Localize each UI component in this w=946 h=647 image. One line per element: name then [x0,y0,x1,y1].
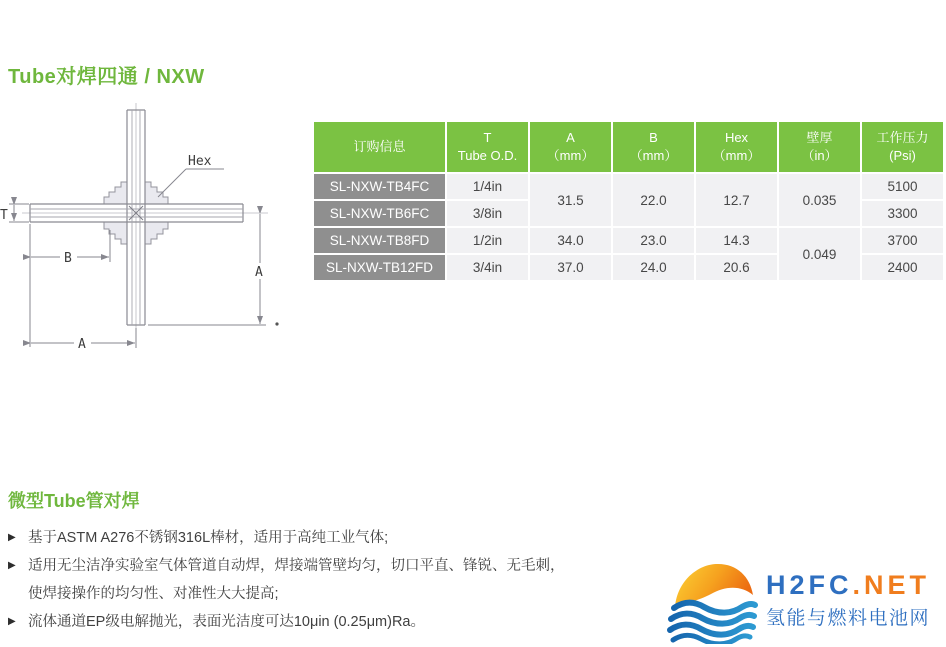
h2fc-logo [666,556,930,644]
col-header-tube-od: T Tube O.D. [447,122,528,172]
dim-label-t: T [0,208,8,223]
hex-cell: 12.7 [696,174,777,226]
feature-text: 适用无尘洁净实验室气体管道自动焊，焊接端管壁均匀，切口平直、锋锐、无毛刺，使焊接操作的均匀性、对准性大大提高; [28,558,565,602]
tube-od-cell: 1/2in [447,228,528,253]
table-row [314,174,943,199]
tube-outlines [30,110,243,325]
dim-label-b: B [64,251,72,266]
pressure-cell: 5100 [862,174,943,199]
list-item [8,608,568,636]
model-cell: SL-NXW-TB6FC [314,201,445,226]
dim-label-hex: Hex [188,154,212,169]
hex-cell: 20.6 [696,255,777,280]
pressure-cell: 2400 [862,255,943,280]
dim-A-side [148,214,266,325]
b-cell: 24.0 [613,255,694,280]
tube-od-cell: 1/4in [447,174,528,199]
feature-list [8,524,568,636]
bullet-icon: ▶ [8,532,16,543]
pressure-cell: 3300 [862,201,943,226]
col-header-b: B （mm） [613,122,694,172]
wall-cell: 0.049 [779,228,860,280]
feature-text: 流体通道EP级电解抛光，表面光洁度可达10μin (0.25μm)Ra。 [28,614,425,630]
logo-name-primary: H2FC [766,570,853,600]
col-header-order-info: 订购信息 [314,122,445,172]
dot [275,322,278,325]
header-row [314,122,943,172]
logo-text [766,570,930,630]
pressure-cell: 3700 [862,228,943,253]
wall-cell: 0.035 [779,174,860,226]
a-cell: 34.0 [530,228,611,253]
dim-label-a-bottom: A [78,337,86,352]
dim-label-a-side: A [255,265,263,280]
logo-name [766,570,930,601]
b-cell: 22.0 [613,174,694,226]
tube-od-cell: 3/4in [447,255,528,280]
sun-waves-icon [666,556,758,644]
dim-B [30,224,110,347]
section-heading: 微型Tube管对焊 [8,491,140,511]
logo-subtitle: 氢能与燃料电池网 [766,608,931,629]
model-cell: SL-NXW-TB12FD [314,255,445,280]
bullet-icon: ▶ [8,616,16,627]
a-cell: 37.0 [530,255,611,280]
col-header-a: A （mm） [530,122,611,172]
model-cell: SL-NXW-TB4FC [314,174,445,199]
page-title: Tube对焊四通 / NXW [8,66,205,88]
model-cell: SL-NXW-TB8FD [314,228,445,253]
b-cell: 23.0 [613,228,694,253]
col-header-pressure: 工作压力 (Psi) [862,122,943,172]
feature-text: 基于ASTM A276不锈钢316L棒材，适用于高纯工业气体; [28,530,389,546]
list-item [8,552,568,608]
bore-lines [30,110,243,325]
logo-name-suffix: .NET [852,570,931,600]
hex-cell: 14.3 [696,228,777,253]
hex-leader-line [158,169,224,197]
col-header-hex: Hex （mm） [696,122,777,172]
spec-table [312,120,945,282]
a-cell: 31.5 [530,174,611,226]
spec-table-container [312,120,945,282]
tube-od-cell: 3/8in [447,201,528,226]
bullet-icon: ▶ [8,560,16,571]
cross-fitting-diagram [0,98,300,353]
list-item [8,524,568,552]
technical-drawing [0,98,300,353]
table-row [314,228,943,253]
col-header-wall: 壁厚 （in） [779,122,860,172]
